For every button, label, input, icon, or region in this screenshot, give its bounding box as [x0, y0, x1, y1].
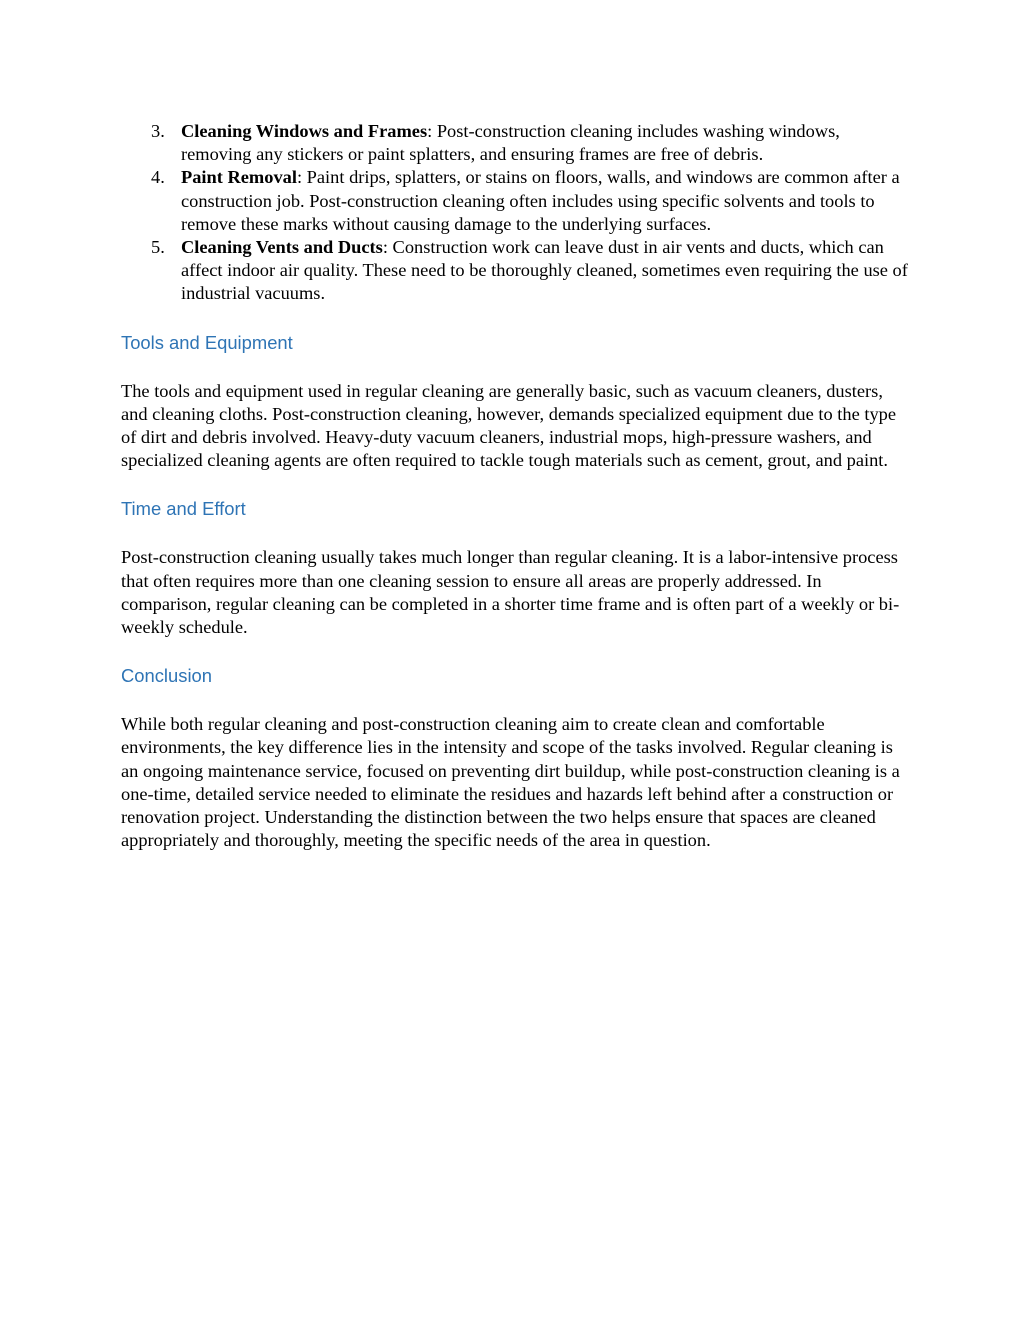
cleaning-task-list — [121, 120, 911, 306]
list-item-text: : Construction work can leave dust in air vents and ducts, which can affect indoor air quality. These need to be thoroughly cleaned, sometimes even requiring the use of industrial vacuums. — [181, 237, 908, 304]
list-item — [121, 236, 911, 306]
list-item-term: Cleaning Vents and Ducts — [181, 237, 383, 258]
list-item-text: : Paint drips, splatters, or stains on floors, walls, and windows are common after a construction job. Post-construction cleaning often includes using specific solvents and tools to remove these marks without causing damage to the underlying surfaces. — [181, 167, 900, 234]
section-body-tools-and-equipment: The tools and equipment used in regular cleaning are generally basic, such as vacuum cleaners, dusters, and cleaning cloths. Post-construction cleaning, however, demands specialized equipment due to the type of dirt and debris involved. Heavy-duty vacuum cleaners, industrial mops, high-pressure washers, and specialized cleaning agents are often required to tackle tough materials such as cement, grout, and paint. — [121, 380, 897, 471]
section-body-time-and-effort: Post-construction cleaning usually takes much longer than regular cleaning. It is a labor-intensive process that often requires more than one cleaning session to ensure all areas are properly addressed. In comparison, regular cleaning can be completed in a shorter time frame and is often part of a weekly or bi-weekly schedule. — [121, 547, 900, 638]
list-item — [121, 120, 911, 166]
section-heading-conclusion: Conclusion — [121, 665, 212, 687]
section-body-conclusion: While both regular cleaning and post-construction cleaning aim to create clean and comfortable environments, the key difference lies in the intensity and scope of the tasks involved. Regular cleaning is an ongoing maintenance service, focused on preventing dirt buildup, while post-construction cleaning is a one-time, detailed service needed to eliminate the residues and hazards left behind after a construction or renovation project. Understanding the distinction between the two helps ensure that spaces are cleaned appropriately and thoroughly, meeting the specific needs of the area in question. — [121, 714, 900, 851]
list-item-text: : Post-construction cleaning includes washing windows, removing any stickers or paint splatters, and ensuring frames are free of debris. — [181, 121, 840, 165]
list-item — [121, 166, 911, 236]
list-item-term: Paint Removal — [181, 167, 297, 188]
list-item-number: 4. — [151, 167, 165, 188]
section-heading-tools-and-equipment: Tools and Equipment — [121, 331, 293, 353]
list-item-number: 3. — [151, 121, 165, 141]
document-content — [121, 120, 911, 852]
list-item-number: 5. — [151, 237, 165, 258]
list-item-term: Cleaning Windows and Frames — [181, 121, 428, 141]
section-heading-time-and-effort: Time and Effort — [121, 498, 246, 520]
